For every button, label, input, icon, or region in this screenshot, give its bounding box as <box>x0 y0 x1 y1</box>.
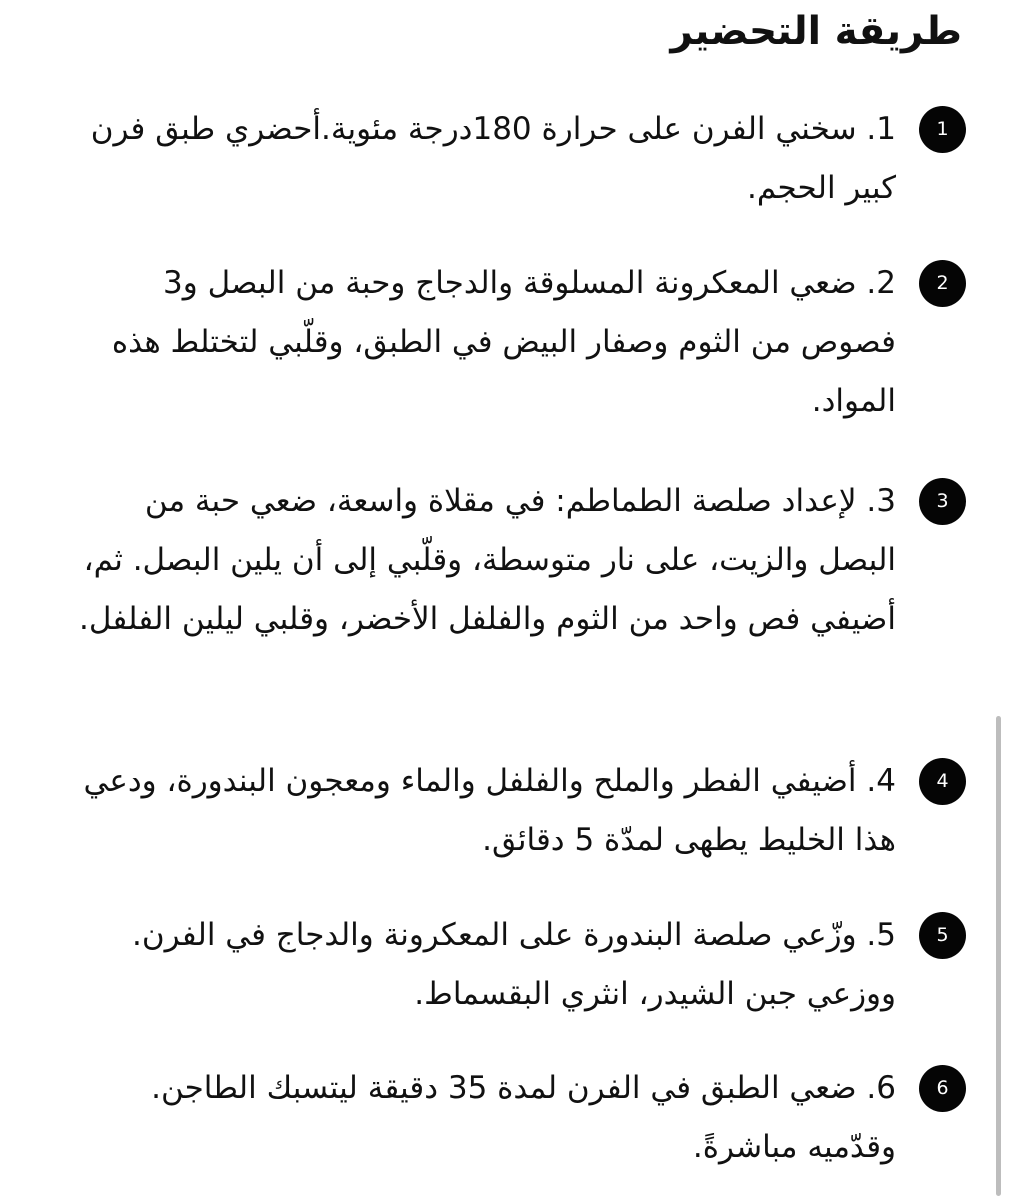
step-number-badge: 4 <box>919 758 966 805</box>
step-number-badge: 6 <box>919 1065 966 1112</box>
step-number-badge: 1 <box>919 106 966 153</box>
step-number-badge: 3 <box>919 478 966 525</box>
step-text: 1. سخني الفرن على حرارة 180درجة مئوية.أحضري طبق فرن كبير الحجم. <box>90 111 896 206</box>
step-text: 5. وزّعي صلصة البندورة على المعكرونة والدجاج في الفرن. ووزعي جبن الشيدر، انثري البقسماط. <box>131 917 896 1012</box>
step-text: 6. ضعي الطبق في الفرن لمدة 35 دقيقة ليتسبك الطاجن. وقدّميه مباشرةً. <box>151 1070 896 1165</box>
step-number-badge: 2 <box>919 260 966 307</box>
page-title: طريقة التحضير <box>670 9 962 54</box>
step-text: 3. لإعداد صلصة الطماطم: في مقلاة واسعة، ضعي حبة من البصل والزيت، على نار متوسطة، وقلّبي إلى أن يلين البصل. ثم، أضيفي فص واحد من الثوم والفلفل الأخضر، وقلبي ليلين الفلفل. <box>79 483 896 637</box>
vertical-scrollbar[interactable] <box>996 716 1001 1196</box>
step-text: 2. ضعي المعكرونة المسلوقة والدجاج وحبة من البصل و3 فصوص من الثوم وصفار البيض في الطبق، وقلّبي لتختلط هذه المواد. <box>111 265 896 419</box>
step-text: 4. أضيفي الفطر والملح والفلفل والماء ومعجون البندورة، ودعي هذا الخليط يطهى لمدّة 5 دقائق. <box>83 763 896 858</box>
step-number-badge: 5 <box>919 912 966 959</box>
